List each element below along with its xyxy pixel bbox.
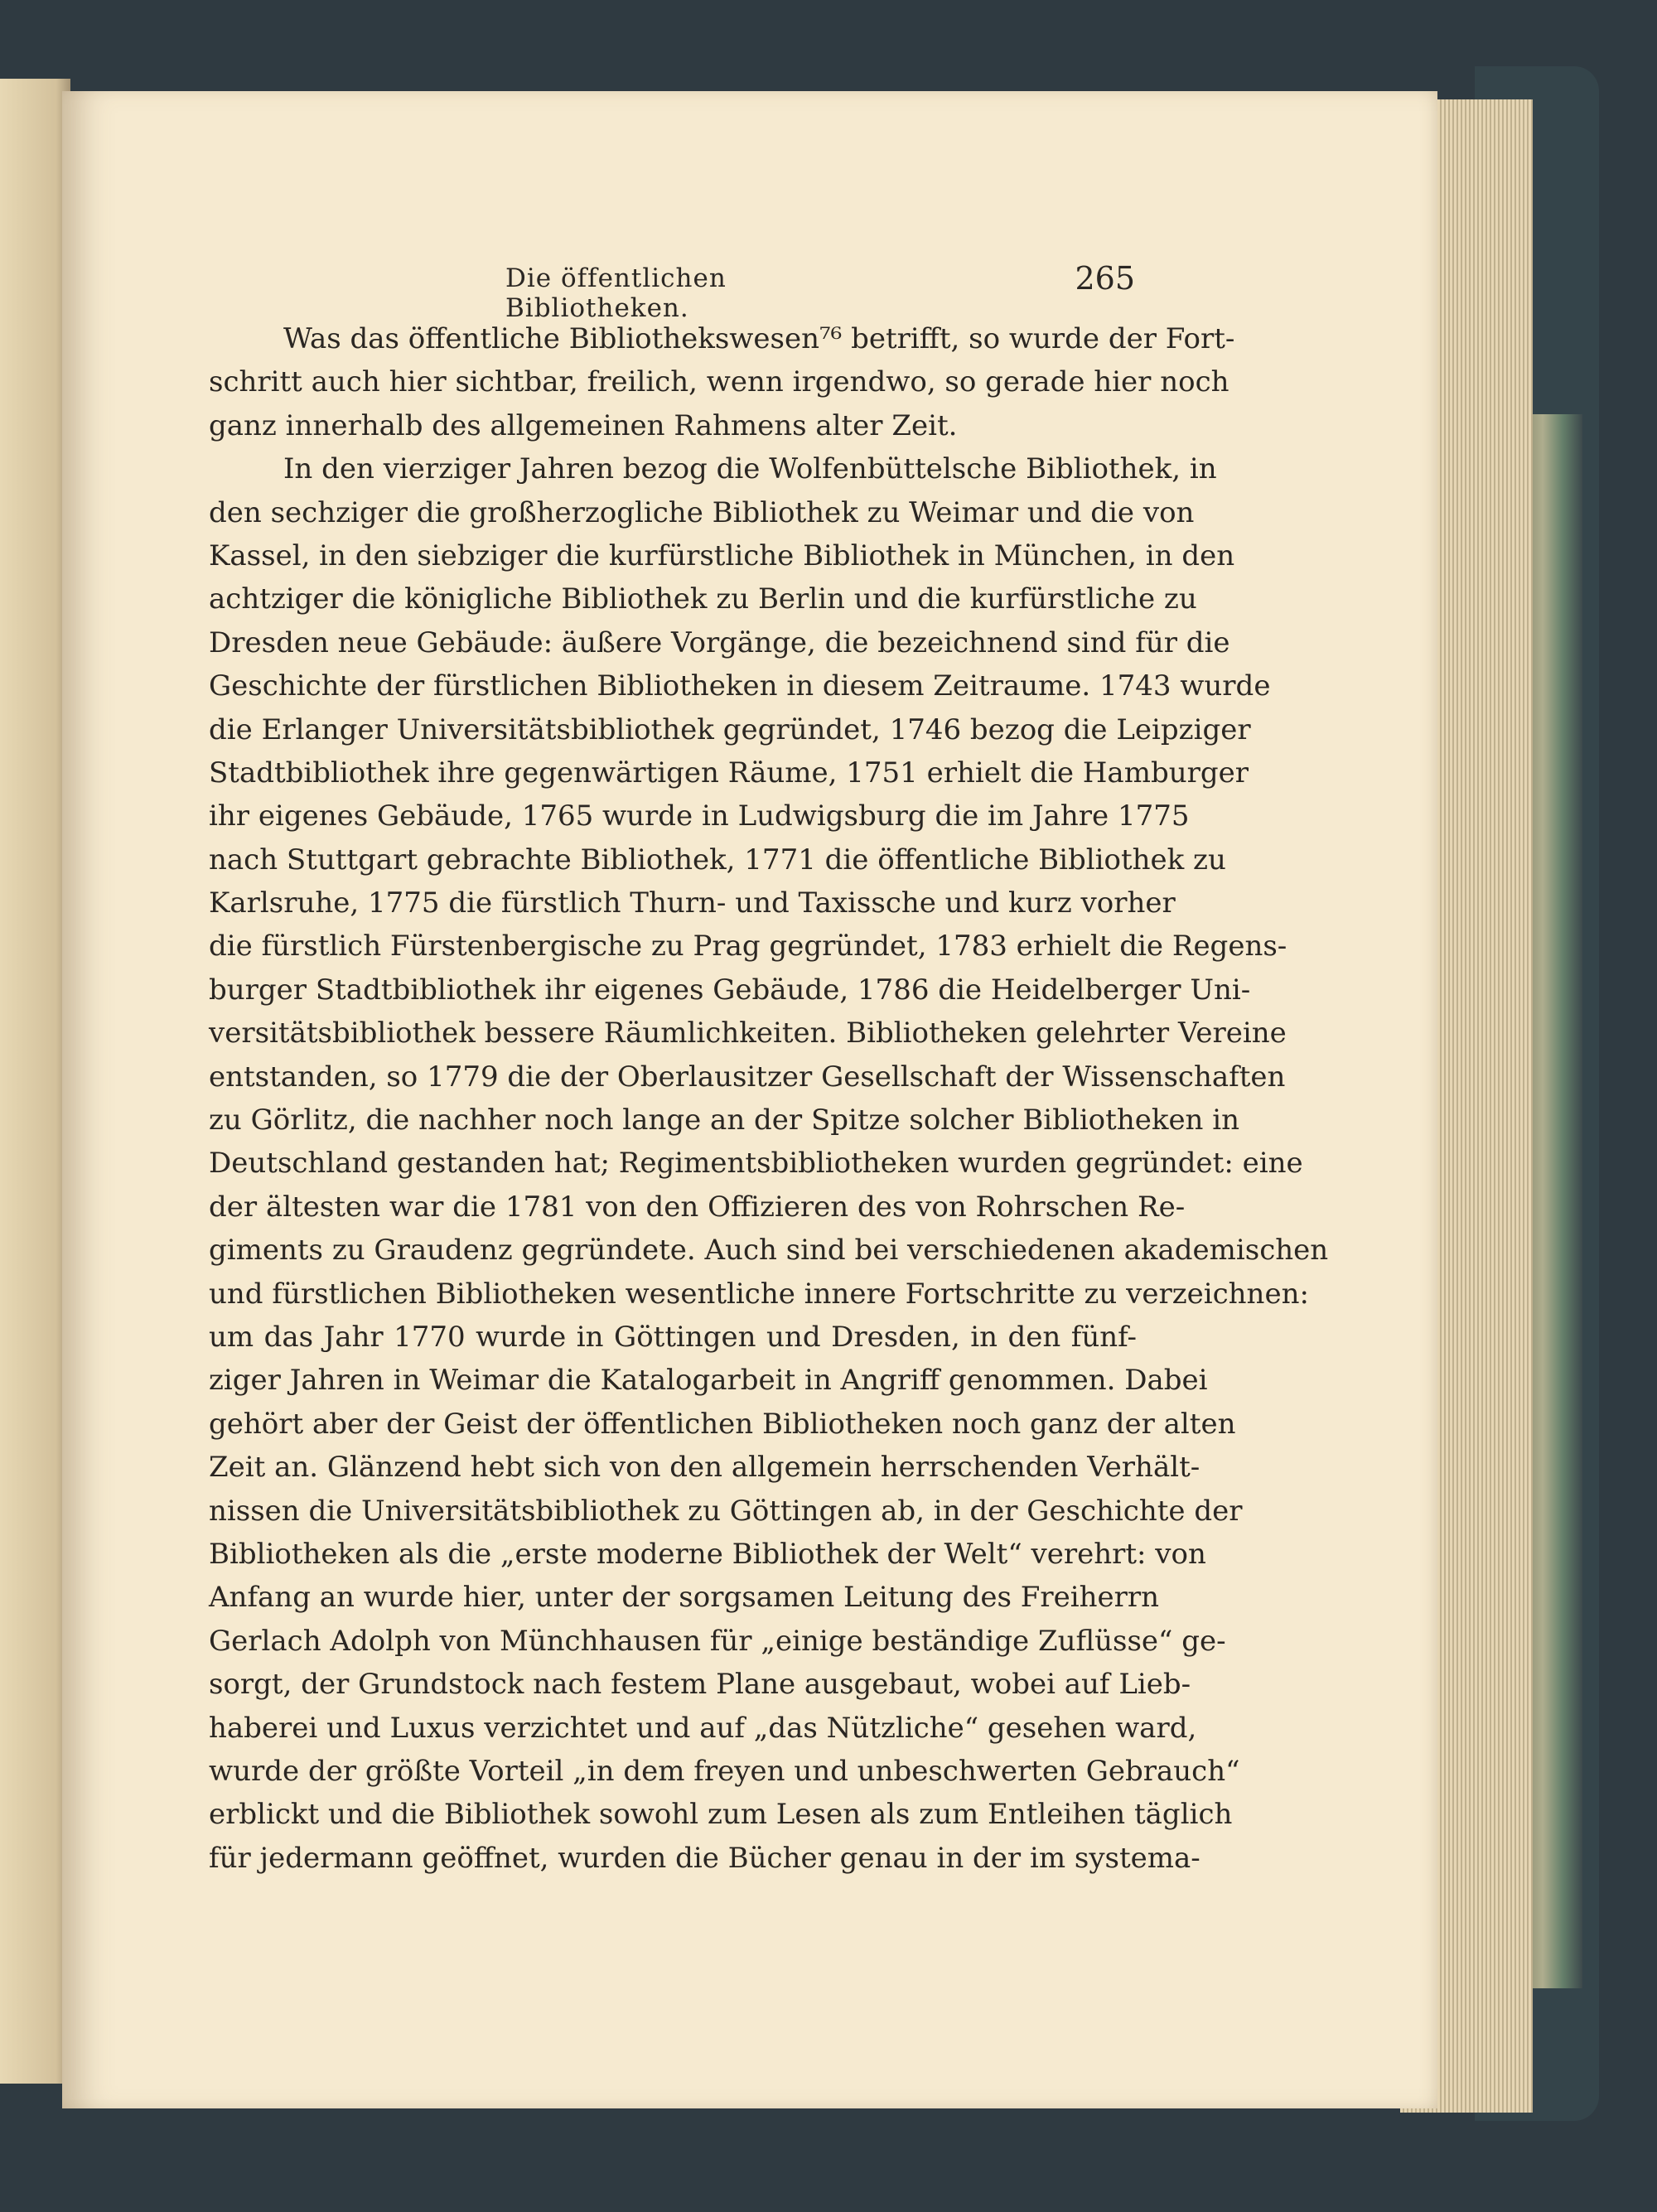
text-line: um das Jahr 1770 wurde in Göttingen und Dresden, in den fünf-	[209, 1320, 1137, 1354]
text-line: Was das öffentliche Bibliothekswesen⁷⁶ betrifft, so wurde der Fort-	[283, 322, 1235, 355]
page-number: 265	[1075, 260, 1135, 297]
text-line: für jedermann geöffnet, wurden die Bücher genau in der im systema-	[209, 1841, 1200, 1875]
text-line: ihr eigenes Gebäude, 1765 wurde in Ludwigsburg die im Jahre 1775	[209, 799, 1190, 833]
body-text	[209, 317, 1329, 1880]
text-line: Bibliotheken als die „erste moderne Bibliothek der Welt“ verehrt: von	[209, 1537, 1206, 1571]
running-head: Die öffentlichen Bibliotheken.	[505, 263, 727, 323]
text-line: Kassel, in den siebziger die kurfürstliche Bibliothek in München, in den	[209, 539, 1235, 572]
text-line: und fürstlichen Bibliotheken wesentliche innere Fortschritte zu verzeichnen:	[209, 1277, 1309, 1311]
text-line: der ältesten war die 1781 von den Offizieren des von Rohrschen Re-	[209, 1190, 1186, 1224]
text-line: nissen die Universitätsbibliothek zu Göttingen ab, in der Geschichte der	[209, 1494, 1243, 1528]
text-line: gehört aber der Geist der öffentlichen Bibliotheken noch ganz der alten	[209, 1407, 1236, 1441]
text-line: zu Görlitz, die nachher noch lange an der Spitze solcher Bibliotheken in	[209, 1104, 1240, 1137]
text-line: burger Stadtbibliothek ihr eigenes Gebäude, 1786 die Heidelberger Uni-	[209, 973, 1251, 1007]
text-line: den sechziger die großherzogliche Bibliothek zu Weimar und die von	[209, 495, 1195, 529]
text-line: Karlsruhe, 1775 die fürstlich Thurn- und Taxissche und kurz vorher	[209, 886, 1176, 920]
text-line: In den vierziger Jahren bezog die Wolfenbüttelsche Bibliothek, in	[283, 452, 1217, 486]
text-line: Dresden neue Gebäude: äußere Vorgänge, die bezeichnend sind für die	[209, 625, 1230, 659]
text-line: achtziger die königliche Bibliothek zu Berlin und die kurfürstliche zu	[209, 582, 1197, 616]
text-line: Anfang an wurde hier, unter der sorgsamen Leitung des Freiherrn	[209, 1581, 1160, 1615]
text-line: haberei und Luxus verzichtet und auf „das Nützliche“ gesehen ward,	[209, 1711, 1197, 1745]
text-line: ziger Jahren in Weimar die Katalogarbeit in Angriff genommen. Dabei	[209, 1364, 1208, 1398]
text-line: versitätsbibliothek bessere Räumlichkeiten. Bibliotheken gelehrter Vereine	[209, 1017, 1287, 1050]
text-line: Deutschland gestanden hat; Regimentsbibliotheken wurden gegründet: eine	[209, 1147, 1303, 1181]
text-line: Stadtbibliothek ihre gegenwärtigen Räume, 1751 erhielt die Hamburger	[209, 756, 1249, 790]
text-line: giments zu Graudenz gegründete. Auch sind bei verschiedenen akademischen	[209, 1234, 1329, 1268]
text-line: wurde der größte Vorteil „in dem freyen und unbeschwerten Gebrauch“	[209, 1754, 1240, 1788]
text-line: Geschichte der fürstlichen Bibliotheken in diesem Zeitraume. 1743 wurde	[209, 669, 1271, 703]
text-line: Zeit an. Glänzend hebt sich von den allgemein herrschenden Verhält-	[209, 1451, 1200, 1485]
text-line: die Erlanger Universitätsbibliothek gegründet, 1746 bezog die Leipziger	[209, 712, 1251, 746]
text-line: entstanden, so 1779 die der Oberlausitzer Gesellschaft der Wissenschaften	[209, 1060, 1286, 1094]
text-line: Gerlach Adolph von Münchhausen für „einige beständige Zuflüsse“ ge-	[209, 1624, 1226, 1658]
text-line: die fürstlich Fürstenbergische zu Prag gegründet, 1783 erhielt die Regens-	[209, 930, 1287, 964]
text-line: nach Stuttgart gebrachte Bibliothek, 1771 die öffentliche Bibliothek zu	[209, 843, 1226, 877]
left-page-edge	[0, 79, 70, 2084]
text-line: sorgt, der Grundstock nach festem Plane ausgebaut, wobei auf Lieb-	[209, 1668, 1191, 1702]
text-line: erblickt und die Bibliothek sowohl zum Lesen als zum Entleihen täglich	[209, 1798, 1233, 1832]
text-line: ganz innerhalb des allgemeinen Rahmens alter Zeit.	[209, 408, 958, 442]
text-line: schritt auch hier sichtbar, freilich, wenn irgendwo, so gerade hier noch	[209, 365, 1229, 399]
